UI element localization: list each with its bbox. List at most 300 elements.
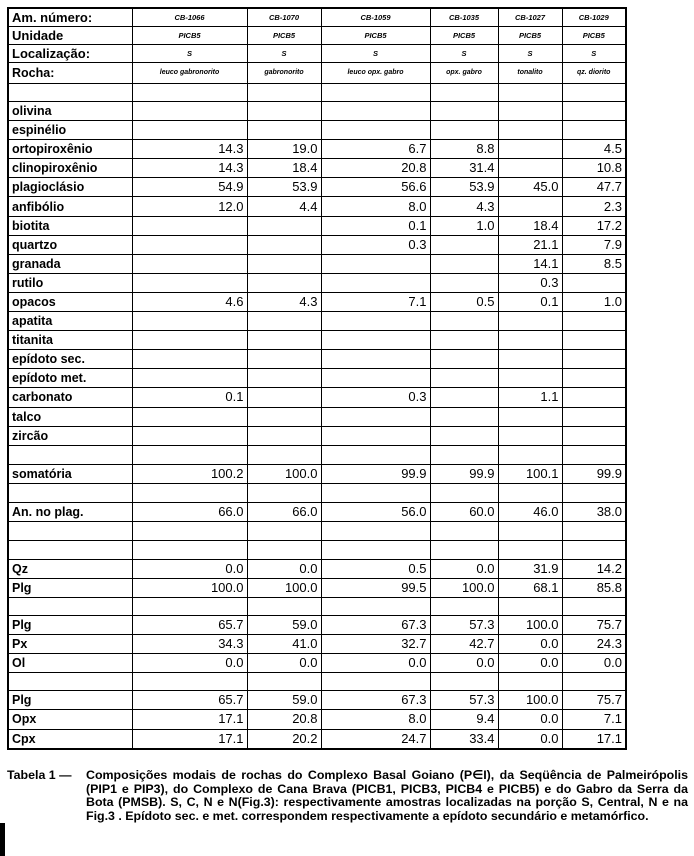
plg-opx-cpx-row-value: 9.4 xyxy=(430,710,498,729)
location-row-cell: S xyxy=(321,45,430,63)
mineral-row-value: 56.6 xyxy=(321,178,430,197)
qz-plg-row xyxy=(8,559,626,578)
plg-px-ol-row-value: 32.7 xyxy=(321,635,430,654)
sum-row-label: somatória xyxy=(8,464,132,483)
qz-plg-row-value: 0.5 xyxy=(321,559,430,578)
an-plag-row-value: 56.0 xyxy=(321,502,430,521)
mineral-row-value xyxy=(132,254,247,273)
mineral-row-value: 47.7 xyxy=(562,178,626,197)
plg-px-ol-row-value: 0.0 xyxy=(321,654,430,673)
spacer-cell xyxy=(562,445,626,464)
location-row xyxy=(8,45,626,63)
mineral-row xyxy=(8,254,626,273)
mineral-row-value xyxy=(430,102,498,121)
unit-row xyxy=(8,27,626,45)
spacer-cell xyxy=(8,84,132,102)
qz-plg-row-value: 85.8 xyxy=(562,578,626,597)
spacer-cell xyxy=(321,84,430,102)
spacer-cell xyxy=(562,483,626,502)
mineral-row-value: 53.9 xyxy=(430,178,498,197)
mineral-row xyxy=(8,197,626,216)
mineral-row-value xyxy=(321,350,430,369)
spacer-cell xyxy=(247,673,321,691)
mineral-row xyxy=(8,292,626,311)
mineral-row-value xyxy=(498,102,562,121)
an-plag-row-value: 46.0 xyxy=(498,502,562,521)
mineral-row-value: 4.3 xyxy=(430,197,498,216)
mineral-row-value: 12.0 xyxy=(132,197,247,216)
mineral-row-value xyxy=(430,254,498,273)
unit-row-cell: PICB5 xyxy=(498,27,562,45)
qz-plg-row-value: 31.9 xyxy=(498,559,562,578)
plg-px-ol-row-label: Ol xyxy=(8,654,132,673)
qz-plg-row xyxy=(8,578,626,597)
mineral-row-label: espinélio xyxy=(8,121,132,140)
sample-number-row-cell: CB-1035 xyxy=(430,8,498,27)
an-plag-row-label: An. no plag. xyxy=(8,502,132,521)
plg-opx-cpx-row-value: 67.3 xyxy=(321,691,430,710)
plg-opx-cpx-row-value: 59.0 xyxy=(247,691,321,710)
plg-px-ol-row-value: 0.0 xyxy=(562,654,626,673)
mineral-row-value xyxy=(247,426,321,445)
plg-px-ol-row-value: 24.3 xyxy=(562,635,626,654)
mineral-row-value xyxy=(247,312,321,331)
mineral-row-value xyxy=(247,350,321,369)
mineral-row-value xyxy=(562,350,626,369)
mineral-row-value xyxy=(562,312,626,331)
qz-plg-row-value: 100.0 xyxy=(132,578,247,597)
mineral-row-value xyxy=(132,331,247,350)
qz-plg-row-value: 0.0 xyxy=(247,559,321,578)
mineral-row-value xyxy=(430,388,498,407)
rock-row-cell: leuco gabronorito xyxy=(132,63,247,84)
mineral-row-value xyxy=(247,254,321,273)
mineral-row xyxy=(8,140,626,159)
plg-px-ol-row-value: 42.7 xyxy=(430,635,498,654)
spacer-cell xyxy=(247,483,321,502)
mineral-row-label: rutilo xyxy=(8,273,132,292)
mineral-row-value xyxy=(430,407,498,426)
mineral-row-value xyxy=(247,369,321,388)
mineral-row-value xyxy=(132,312,247,331)
spacer-cell xyxy=(321,540,430,559)
spacer-cell xyxy=(498,445,562,464)
mineral-row-value xyxy=(132,102,247,121)
mineral-row-value xyxy=(498,369,562,388)
spacer-cell xyxy=(8,483,132,502)
mineral-row-value: 8.5 xyxy=(562,254,626,273)
plg-opx-cpx-row-label: Opx xyxy=(8,710,132,729)
mineral-row-value xyxy=(562,407,626,426)
mineral-row-value xyxy=(430,121,498,140)
sum-row xyxy=(8,464,626,483)
mineral-row-label: ortopiroxênio xyxy=(8,140,132,159)
mineral-row-value xyxy=(132,273,247,292)
location-row-cell: S xyxy=(430,45,498,63)
spacer-cell xyxy=(430,673,498,691)
mineral-row-value: 18.4 xyxy=(498,216,562,235)
plg-opx-cpx-row-value: 17.1 xyxy=(132,710,247,729)
unit-row-cell: PICB5 xyxy=(430,27,498,45)
plg-opx-cpx-row-value: 20.8 xyxy=(247,710,321,729)
sum-row-value: 100.2 xyxy=(132,464,247,483)
spacer-cell xyxy=(247,540,321,559)
sample-number-row xyxy=(8,8,626,27)
mineral-row-value xyxy=(321,369,430,388)
mineral-row-value xyxy=(132,216,247,235)
mineral-row-value: 53.9 xyxy=(247,178,321,197)
spacer-cell xyxy=(8,673,132,691)
mineral-row-value: 1.1 xyxy=(498,388,562,407)
mineral-row-value: 14.1 xyxy=(498,254,562,273)
mineral-row-value xyxy=(132,369,247,388)
spacer-cell xyxy=(247,84,321,102)
mineral-row-value xyxy=(247,407,321,426)
an-plag-row xyxy=(8,502,626,521)
mineral-row xyxy=(8,388,626,407)
mineral-row-value xyxy=(562,426,626,445)
mineral-row-value xyxy=(430,235,498,254)
mineral-row-value: 14.3 xyxy=(132,159,247,178)
mineral-row-label: biotita xyxy=(8,216,132,235)
mineral-row-value xyxy=(321,254,430,273)
plg-opx-cpx-row-value: 33.4 xyxy=(430,729,498,749)
mineral-row xyxy=(8,312,626,331)
plg-opx-cpx-row-value: 100.0 xyxy=(498,691,562,710)
plg-opx-cpx-row-value: 7.1 xyxy=(562,710,626,729)
mineral-row-value xyxy=(321,331,430,350)
plg-px-ol-row-value: 57.3 xyxy=(430,616,498,635)
spacer-cell xyxy=(321,445,430,464)
spacer-cell xyxy=(430,521,498,540)
spacer-row xyxy=(8,84,626,102)
mineral-row-value xyxy=(562,388,626,407)
spacer-cell xyxy=(132,521,247,540)
rock-row-label: Rocha: xyxy=(8,63,132,84)
mineral-row-label: opacos xyxy=(8,292,132,311)
sample-number-row-cell: CB-1059 xyxy=(321,8,430,27)
qz-plg-row-label: Plg xyxy=(8,578,132,597)
plg-px-ol-row-value: 100.0 xyxy=(498,616,562,635)
plg-px-ol-row-value: 0.0 xyxy=(247,654,321,673)
plg-px-ol-row-value: 0.0 xyxy=(498,654,562,673)
mineral-row-value: 20.8 xyxy=(321,159,430,178)
plg-opx-cpx-row xyxy=(8,691,626,710)
spacer-cell xyxy=(321,598,430,616)
spacer-cell xyxy=(321,483,430,502)
spacer-cell xyxy=(247,521,321,540)
spacer-cell xyxy=(132,445,247,464)
plg-opx-cpx-row-label: Plg xyxy=(8,691,132,710)
mineral-row-value xyxy=(562,369,626,388)
plg-opx-cpx-row-value: 8.0 xyxy=(321,710,430,729)
location-row-cell: S xyxy=(562,45,626,63)
mineral-row-value xyxy=(321,121,430,140)
mineral-row-label: zircão xyxy=(8,426,132,445)
spacer-cell xyxy=(8,521,132,540)
mineral-row xyxy=(8,407,626,426)
spacer-cell xyxy=(247,445,321,464)
mineral-row-value xyxy=(247,235,321,254)
mineral-row-value xyxy=(498,121,562,140)
plg-px-ol-row-value: 0.0 xyxy=(132,654,247,673)
mineral-row-label: olivina xyxy=(8,102,132,121)
spacer-cell xyxy=(430,540,498,559)
mineral-row-value xyxy=(430,312,498,331)
spacer-cell xyxy=(430,483,498,502)
mineral-row-value xyxy=(498,159,562,178)
plg-px-ol-row xyxy=(8,654,626,673)
mineral-row-value xyxy=(430,369,498,388)
mineral-row-value xyxy=(247,273,321,292)
sum-row-value: 99.9 xyxy=(562,464,626,483)
mineral-row-value xyxy=(562,331,626,350)
spacer-cell xyxy=(498,521,562,540)
sum-row-value: 100.1 xyxy=(498,464,562,483)
spacer-cell xyxy=(247,598,321,616)
mineral-row-label: apatita xyxy=(8,312,132,331)
plg-opx-cpx-row-value: 17.1 xyxy=(562,729,626,749)
mineral-row-value: 21.1 xyxy=(498,235,562,254)
mineral-row-value xyxy=(247,121,321,140)
qz-plg-row-value: 68.1 xyxy=(498,578,562,597)
mineral-row-label: epídoto met. xyxy=(8,369,132,388)
plg-px-ol-row xyxy=(8,635,626,654)
mineral-row-value: 6.7 xyxy=(321,140,430,159)
rock-row-cell: tonalito xyxy=(498,63,562,84)
mineral-row-value xyxy=(132,350,247,369)
mineral-row-value: 0.1 xyxy=(498,292,562,311)
qz-plg-row-value: 0.0 xyxy=(430,559,498,578)
unit-row-label: Unidade xyxy=(8,27,132,45)
spacer-row xyxy=(8,540,626,559)
sample-number-row-cell: CB-1027 xyxy=(498,8,562,27)
spacer-row xyxy=(8,521,626,540)
location-row-cell: S xyxy=(498,45,562,63)
mineral-row-value: 0.3 xyxy=(498,273,562,292)
spacer-cell xyxy=(321,521,430,540)
mineral-row-value xyxy=(430,426,498,445)
spacer-cell xyxy=(562,84,626,102)
mineral-row-value: 31.4 xyxy=(430,159,498,178)
margin-mark xyxy=(0,823,5,856)
spacer-cell xyxy=(498,540,562,559)
mineral-row-value: 1.0 xyxy=(562,292,626,311)
spacer-row xyxy=(8,673,626,691)
spacer-cell xyxy=(8,540,132,559)
mineral-row-value: 8.0 xyxy=(321,197,430,216)
mineral-row-label: clinopiroxênio xyxy=(8,159,132,178)
plg-px-ol-row-value: 75.7 xyxy=(562,616,626,635)
mineral-row xyxy=(8,178,626,197)
plg-px-ol-row-label: Px xyxy=(8,635,132,654)
plg-opx-cpx-row-value: 65.7 xyxy=(132,691,247,710)
spacer-cell xyxy=(430,445,498,464)
plg-px-ol-row-value: 0.0 xyxy=(430,654,498,673)
spacer-cell xyxy=(498,598,562,616)
qz-plg-row-value: 14.2 xyxy=(562,559,626,578)
plg-opx-cpx-row-value: 57.3 xyxy=(430,691,498,710)
mineral-row-value xyxy=(247,216,321,235)
mineral-row-label: carbonato xyxy=(8,388,132,407)
plg-opx-cpx-row xyxy=(8,729,626,749)
spacer-cell xyxy=(8,445,132,464)
mineral-row-value xyxy=(321,273,430,292)
plg-px-ol-row-value: 65.7 xyxy=(132,616,247,635)
unit-row-cell: PICB5 xyxy=(321,27,430,45)
mineral-row-value: 0.1 xyxy=(321,216,430,235)
mineral-row-value: 0.5 xyxy=(430,292,498,311)
mineral-row-value: 2.3 xyxy=(562,197,626,216)
mineral-row-value xyxy=(321,312,430,331)
mineral-row-value xyxy=(430,350,498,369)
spacer-cell xyxy=(498,84,562,102)
an-plag-row-value: 38.0 xyxy=(562,502,626,521)
an-plag-row-value: 66.0 xyxy=(132,502,247,521)
rock-row xyxy=(8,63,626,84)
plg-opx-cpx-row-label: Cpx xyxy=(8,729,132,749)
mineral-row-value: 14.3 xyxy=(132,140,247,159)
mineral-row-value: 4.4 xyxy=(247,197,321,216)
plg-px-ol-row xyxy=(8,616,626,635)
location-row-cell: S xyxy=(247,45,321,63)
spacer-row xyxy=(8,598,626,616)
mineral-row-value: 19.0 xyxy=(247,140,321,159)
plg-opx-cpx-row-value: 20.2 xyxy=(247,729,321,749)
plg-px-ol-row-value: 59.0 xyxy=(247,616,321,635)
sample-number-row-label: Am. número: xyxy=(8,8,132,27)
mineral-row-value: 7.9 xyxy=(562,235,626,254)
spacer-cell xyxy=(430,598,498,616)
mineral-row-value: 0.3 xyxy=(321,388,430,407)
location-row-cell: S xyxy=(132,45,247,63)
rock-row-cell: qz. diorito xyxy=(562,63,626,84)
spacer-cell xyxy=(562,521,626,540)
modal-composition-table xyxy=(7,7,627,750)
mineral-row-value xyxy=(321,426,430,445)
plg-opx-cpx-row xyxy=(8,710,626,729)
mineral-row-value xyxy=(247,331,321,350)
plg-px-ol-row-label: Plg xyxy=(8,616,132,635)
qz-plg-row-value: 100.0 xyxy=(430,578,498,597)
spacer-cell xyxy=(562,540,626,559)
unit-row-cell: PICB5 xyxy=(562,27,626,45)
plg-px-ol-row-value: 0.0 xyxy=(498,635,562,654)
mineral-row-value: 4.5 xyxy=(562,140,626,159)
spacer-cell xyxy=(430,84,498,102)
spacer-row xyxy=(8,483,626,502)
spacer-cell xyxy=(132,540,247,559)
mineral-row-value xyxy=(430,273,498,292)
spacer-cell xyxy=(132,84,247,102)
sample-number-row-cell: CB-1070 xyxy=(247,8,321,27)
mineral-row xyxy=(8,426,626,445)
qz-plg-row-label: Qz xyxy=(8,559,132,578)
mineral-row-value xyxy=(498,197,562,216)
unit-row-cell: PICB5 xyxy=(132,27,247,45)
mineral-row-value xyxy=(132,121,247,140)
mineral-row xyxy=(8,159,626,178)
plg-opx-cpx-row-value: 0.0 xyxy=(498,710,562,729)
mineral-row-value: 10.8 xyxy=(562,159,626,178)
mineral-row xyxy=(8,273,626,292)
caption-label: Tabela 1 — xyxy=(7,768,72,782)
mineral-row-value: 7.1 xyxy=(321,292,430,311)
an-plag-row-value: 66.0 xyxy=(247,502,321,521)
spacer-cell xyxy=(498,673,562,691)
mineral-row-value xyxy=(132,426,247,445)
sum-row-value: 99.9 xyxy=(321,464,430,483)
mineral-row-value xyxy=(498,426,562,445)
spacer-cell xyxy=(132,673,247,691)
qz-plg-row-value: 99.5 xyxy=(321,578,430,597)
mineral-row xyxy=(8,369,626,388)
mineral-row-value: 4.3 xyxy=(247,292,321,311)
sample-number-row-cell: CB-1066 xyxy=(132,8,247,27)
plg-opx-cpx-row-value: 75.7 xyxy=(562,691,626,710)
mineral-row-value xyxy=(562,102,626,121)
sample-number-row-cell: CB-1029 xyxy=(562,8,626,27)
location-row-label: Localização: xyxy=(8,45,132,63)
mineral-row-value: 8.8 xyxy=(430,140,498,159)
spacer-cell xyxy=(132,598,247,616)
mineral-row-value: 18.4 xyxy=(247,159,321,178)
mineral-row-value xyxy=(562,121,626,140)
sum-row-value: 99.9 xyxy=(430,464,498,483)
mineral-row-value xyxy=(247,388,321,407)
spacer-cell xyxy=(498,483,562,502)
mineral-row xyxy=(8,350,626,369)
spacer-cell xyxy=(321,673,430,691)
mineral-row xyxy=(8,331,626,350)
mineral-row-value: 0.3 xyxy=(321,235,430,254)
plg-px-ol-row-value: 34.3 xyxy=(132,635,247,654)
mineral-row-value xyxy=(498,407,562,426)
qz-plg-row-value: 0.0 xyxy=(132,559,247,578)
mineral-row-value: 0.1 xyxy=(132,388,247,407)
unit-row-cell: PICB5 xyxy=(247,27,321,45)
mineral-row-value xyxy=(132,407,247,426)
spacer-cell xyxy=(132,483,247,502)
mineral-row-value xyxy=(247,102,321,121)
plg-opx-cpx-row-value: 17.1 xyxy=(132,729,247,749)
rock-row-cell: gabronorito xyxy=(247,63,321,84)
mineral-row-value: 17.2 xyxy=(562,216,626,235)
mineral-row-value xyxy=(562,273,626,292)
mineral-row-value xyxy=(498,312,562,331)
mineral-row-value xyxy=(498,140,562,159)
spacer-cell xyxy=(562,673,626,691)
mineral-row-value: 45.0 xyxy=(498,178,562,197)
mineral-row-label: anfibólio xyxy=(8,197,132,216)
mineral-row xyxy=(8,235,626,254)
mineral-row-label: plagioclásio xyxy=(8,178,132,197)
plg-px-ol-row-value: 41.0 xyxy=(247,635,321,654)
spacer-cell xyxy=(8,598,132,616)
plg-opx-cpx-row-value: 0.0 xyxy=(498,729,562,749)
rock-row-cell: opx. gabro xyxy=(430,63,498,84)
qz-plg-row-value: 100.0 xyxy=(247,578,321,597)
mineral-row xyxy=(8,216,626,235)
spacer-cell xyxy=(562,598,626,616)
plg-opx-cpx-row-value: 24.7 xyxy=(321,729,430,749)
mineral-row-value xyxy=(498,350,562,369)
rock-row-cell: leuco opx. gabro xyxy=(321,63,430,84)
mineral-row-value xyxy=(321,407,430,426)
mineral-row-value: 54.9 xyxy=(132,178,247,197)
plg-px-ol-row-value: 67.3 xyxy=(321,616,430,635)
mineral-row-value xyxy=(321,102,430,121)
